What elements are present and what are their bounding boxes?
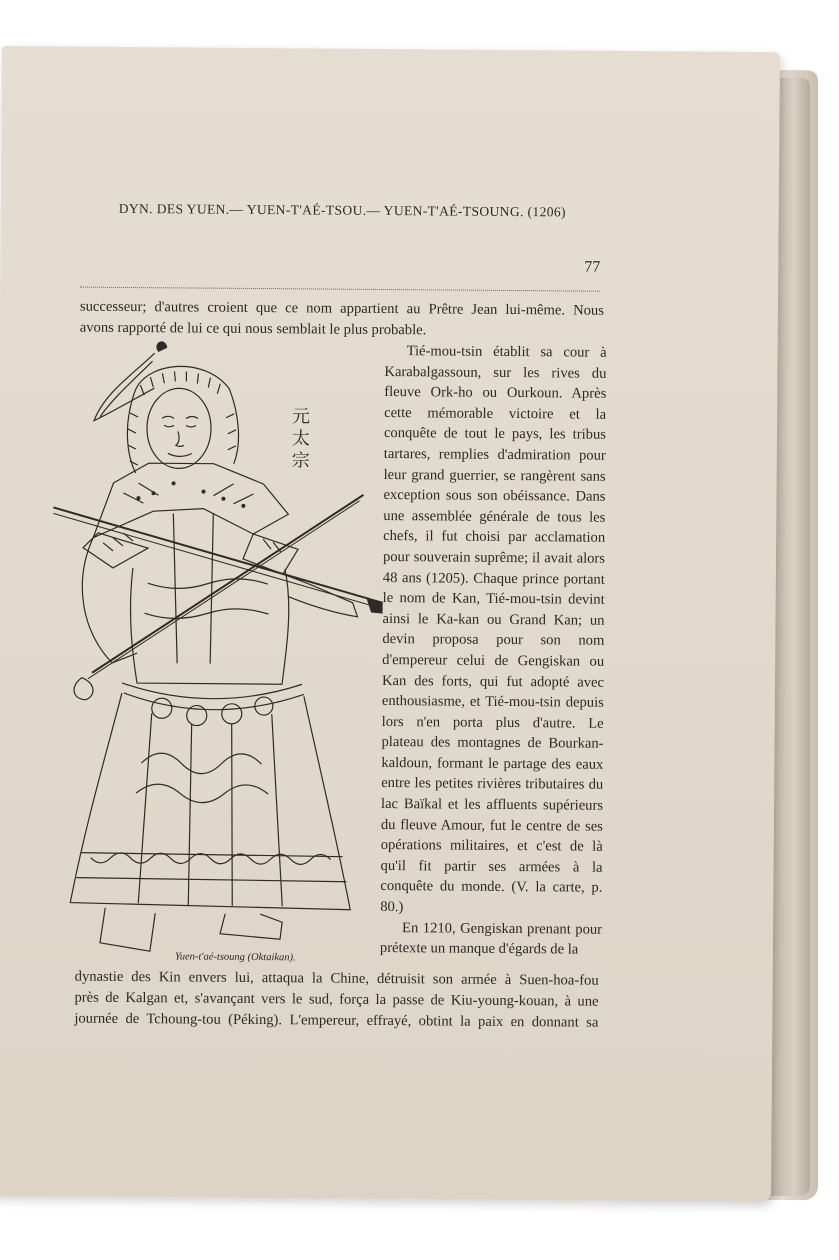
warrior-figure-drawing xyxy=(50,332,385,955)
header-rule xyxy=(80,287,600,292)
illustration-caption: Yuen-t'aé-tsoung (Oktaikan). xyxy=(174,951,296,964)
paragraph-line: dynastie des Kin envers lui, attaqua la Chine, détruisit son armée à Suen-hoa-fou xyxy=(74,968,599,989)
running-header: DYN. DES YUEN.— YUEN-T'AÉ-TSOU.— YUEN-T'AÉ-TSOUNG. (1206) xyxy=(118,200,567,220)
page-number: 77 xyxy=(584,258,601,276)
paragraph-line: avons rapporté de lui ce qui nous semblait le plus probable. xyxy=(79,319,427,339)
paragraph-line: près de Kalgan et, s'avançant vers le sud, força la passe de Kiu-young-kouan, à une xyxy=(74,989,599,1010)
paragraph: Tié-mou-tsin établit sa cour à Karabalgassoun, sur les rives du fleuve Ork-ho ou Ourkoun. Après cette mémorable victoire et la conquête de tout le pays, les tribus tartares, remplies d'admiration pour leur grand guerrier, se rangèrent sans exception sous son obéissance. Dans une assemblée générale de tous les chefs, il fut choisi par acclamation pour souverain suprême; il avait alors 48 ans (1205). Chaque prince portant le nom de Kan, Tié-mou-tsin devint ainsi le Ka-kan ou Grand Kan; un devin proposa pour son nom d'empereur celui de Gengiskan ou Kan des forts, qui fut adopté avec enthousiasme, et Tié-mou-tsin depuis lors n'en porta plus d'autre. Le plateau des montagnes de Bourkan-kaldoun, formant le partage des eaux entre les petites rivières tributaires du lac Baïkal et les affluents supérieurs du fleuve Amour, fut le centre de ses opérations militaires, et c'est de là qu'il fit partir ses armées à la conquête du monde. (V. la carte, p. 80.) xyxy=(380,343,607,916)
paragraph-line: successeur; d'autres croient que ce nom appartient au Prêtre Jean lui-même. Nous xyxy=(79,298,605,319)
text-column xyxy=(380,341,607,961)
chinese-title: 元太宗 xyxy=(291,406,311,472)
book-page xyxy=(0,46,780,1202)
emperor-illustration xyxy=(50,332,385,955)
paragraph-line: journée de Tchoung-tou (Péking). L'empereur, effrayé, obtint la paix en donnant sa xyxy=(74,1010,599,1031)
paragraph: En 1210, Gengiskan prenant pour prétexte un manque d'égards de la xyxy=(379,919,603,958)
